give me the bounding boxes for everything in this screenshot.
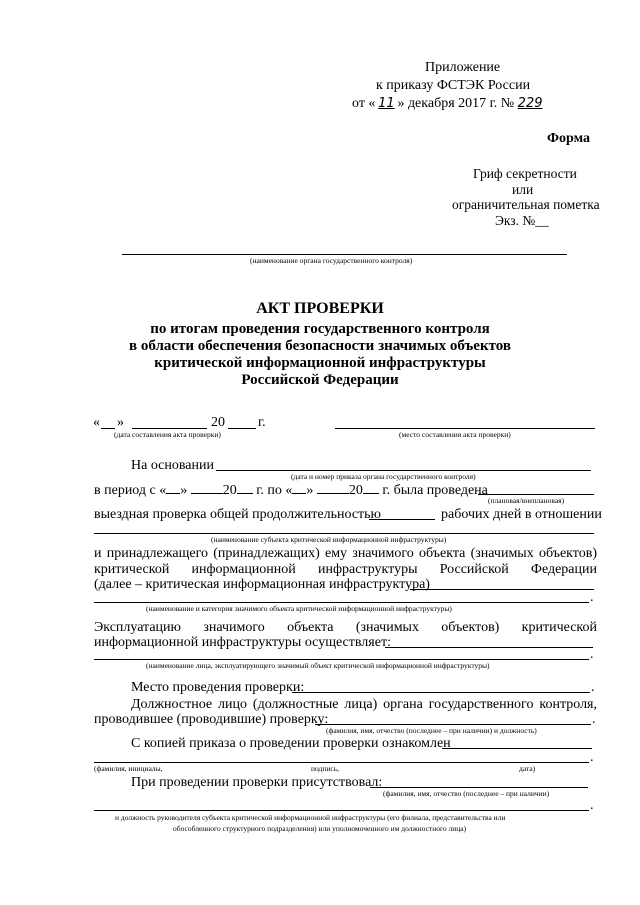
- form-label: Форма: [547, 131, 591, 146]
- final-line: [94, 810, 589, 811]
- date-mid: » декабря 2017 г. №: [397, 96, 515, 111]
- date-month-line: [132, 428, 207, 429]
- copy-fill-line: [442, 748, 592, 749]
- date-year-prefix: 20: [211, 415, 225, 430]
- date-caption: (дата составления акта проверки): [114, 430, 221, 439]
- date-year-suffix: г.: [258, 415, 266, 430]
- object-line-dot: .: [590, 590, 594, 605]
- secrecy-line1: Гриф секретности: [473, 166, 577, 181]
- subject-caption: (наименование субъекта критической информационной инфраструктуры): [211, 535, 447, 544]
- appendix-date-line: [352, 96, 550, 112]
- doc-subtitle-2: в области обеспечения безопасности значимых объектов: [129, 338, 511, 354]
- caption-fio: (фамилия, инициалы,: [94, 764, 163, 773]
- exploiter-line: [94, 659, 589, 660]
- object-caption: (наименование и категория значимого объекта критической информационной инфраструктуры): [146, 604, 452, 613]
- basis-label: На основании: [131, 458, 214, 473]
- caption-sign: подпись,: [311, 764, 340, 773]
- exploit-fill-line: [385, 647, 593, 648]
- date-year-line: [228, 428, 256, 429]
- exploit-line2: информационной инфраструктуры осуществляет:: [94, 635, 391, 650]
- place-line: [335, 428, 595, 429]
- final-caption-1: и должность руководителя субъекта критической информационной инфраструктуры (его филиала, представительства или: [115, 813, 506, 822]
- duration-b: рабочих дней в отношении: [441, 507, 602, 522]
- copy-number: Экз. №__: [495, 213, 549, 228]
- official-dot: .: [592, 712, 596, 727]
- signature-line: [94, 762, 589, 763]
- owned-line: и принадлежащего (принадлежащих) ему значимого объекта (значимых объектов): [94, 546, 597, 561]
- cii-line: критической информационной инфраструктуры Российской Федерации: [94, 562, 597, 577]
- official-line2: проводившее (проводившие) проверку:: [94, 712, 329, 727]
- duration-line: [369, 519, 435, 520]
- planned-caption: (плановая/внеплановая): [488, 496, 565, 505]
- final-caption-2: обособленного структурного подразделения) или уполномоченного им должностного лица): [173, 824, 467, 833]
- final-line-dot: .: [590, 798, 594, 813]
- date-day-handwritten: 11: [378, 96, 395, 111]
- basis-line: [216, 470, 591, 471]
- organ-line: [122, 254, 567, 255]
- doc-subtitle-3: критической информационной инфраструктуры: [154, 355, 486, 371]
- appendix-title: Приложение: [425, 60, 501, 75]
- order-number-handwritten: 229: [517, 96, 543, 111]
- copy-line: С копией приказа о проведении проверки ознакомлен: [131, 736, 451, 751]
- date-quote-open: «: [93, 415, 100, 430]
- appendix-order: к приказу ФСТЭК России: [376, 78, 531, 93]
- duration-a: выездная проверка общей продолжительностью: [94, 507, 381, 522]
- planned-line: [478, 494, 594, 495]
- date-day-line: [101, 428, 115, 429]
- place-check-label: Место проведения проверки:: [131, 680, 305, 695]
- secrecy-line3: ограничительная пометка: [452, 197, 600, 212]
- date-prefix: от «: [352, 96, 376, 111]
- doc-title: АКТ ПРОВЕРКИ: [256, 300, 384, 317]
- object-line: [94, 602, 589, 603]
- basis-caption: (дата и номер приказа органа государственного контроля): [291, 472, 476, 481]
- doc-subtitle-4: Российской Федерации: [241, 372, 399, 388]
- further-fill-line: [410, 589, 594, 590]
- exploiter-line-dot: .: [590, 647, 594, 662]
- caption-date: дата): [519, 764, 536, 773]
- date-quote-close: »: [117, 415, 124, 430]
- present-line: При проведении проверки присутствовал:: [131, 775, 383, 790]
- official-caption: (фамилия, имя, отчество (последнее – при наличии) и должность): [326, 726, 537, 735]
- organ-caption: (наименование органа государственного контроля): [250, 256, 413, 265]
- period-line: в период с « » 20 г. по « » 20 г. была проведена: [94, 483, 488, 498]
- further-line: (далее – критическая информационная инфраструктура): [94, 577, 430, 592]
- official-line1: Должностное лицо (должностные лица) органа государственного контроля,: [131, 697, 597, 712]
- exploit-line1: Эксплуатацию значимого объекта (значимых объектов) критической: [94, 620, 597, 635]
- present-fill-line: [370, 787, 588, 788]
- official-fill-line: [315, 724, 591, 725]
- place-check-line: [292, 692, 590, 693]
- place-check-dot: .: [591, 680, 595, 695]
- place-caption: (место составления акта проверки): [399, 430, 511, 439]
- signature-dot: .: [590, 750, 594, 765]
- subject-line: [94, 533, 594, 534]
- present-caption: (фамилия, имя, отчество (последнее – при наличии): [383, 789, 550, 798]
- secrecy-line2: или: [512, 182, 534, 197]
- doc-subtitle-1: по итогам проведения государственного контроля: [150, 321, 490, 337]
- exploiter-caption: (наименование лица, эксплуатирующего значимый объект критической информационной инфраструктуры): [146, 661, 490, 670]
